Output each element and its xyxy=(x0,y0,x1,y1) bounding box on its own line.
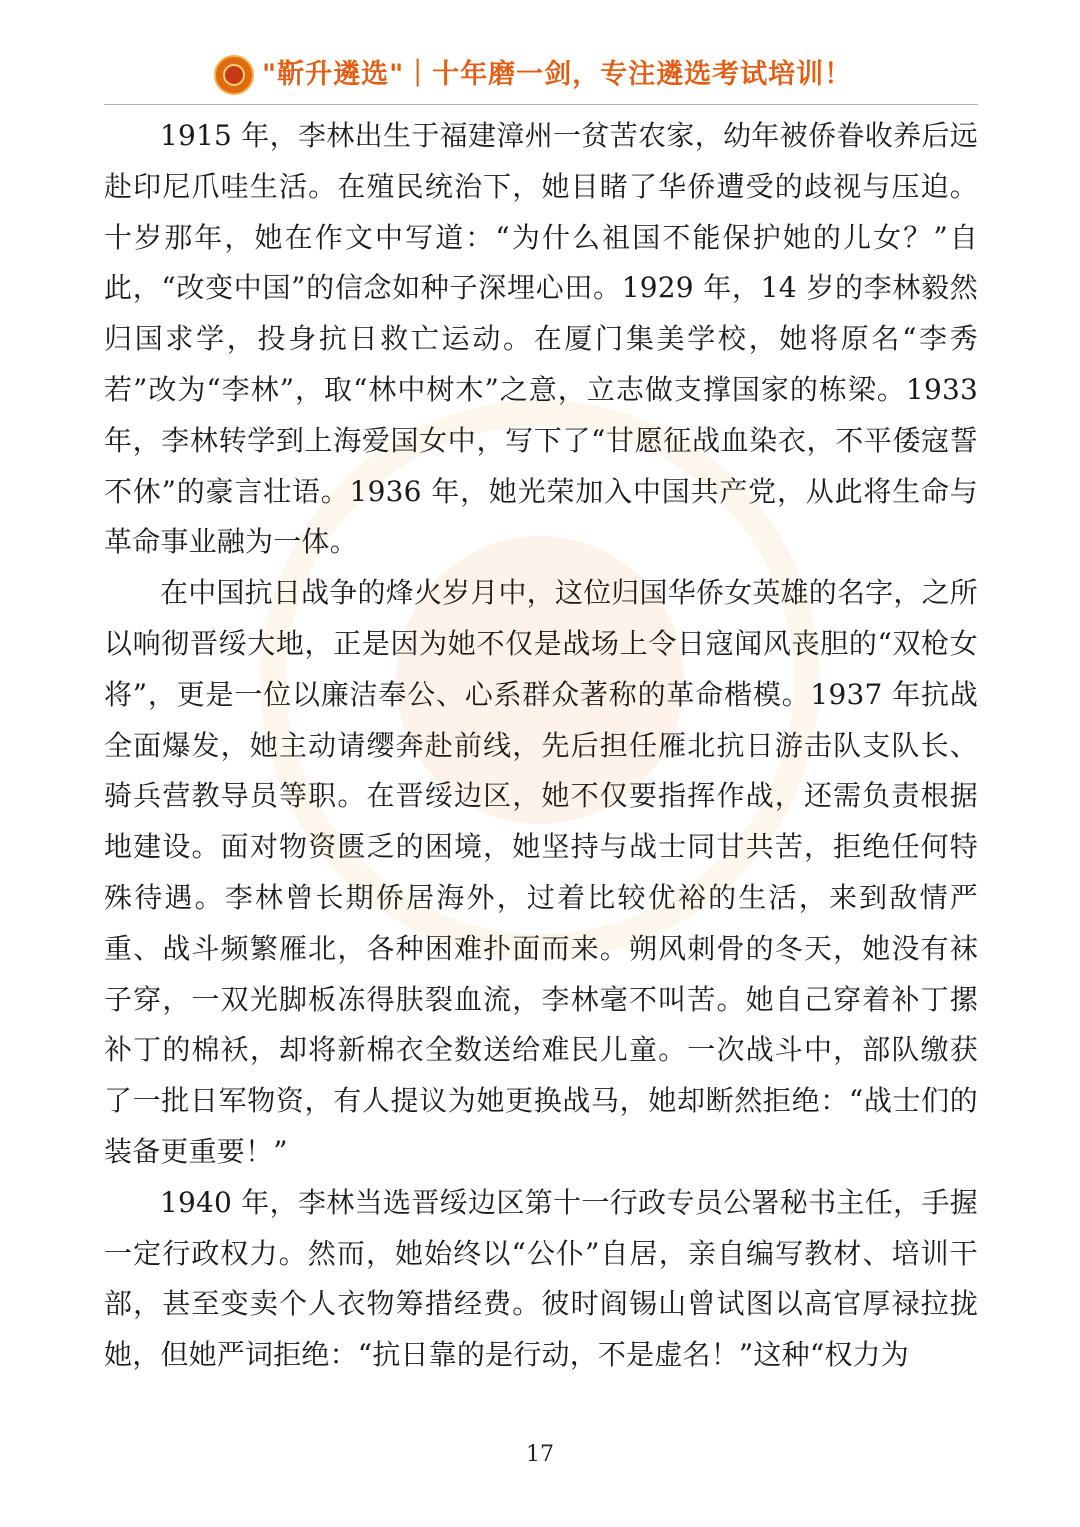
page-header xyxy=(104,48,978,105)
paragraph-3: 1940 年，李林当选晋绥边区第十一行政专员公署秘书主任，手握一定行政权力。然而，她始终以“公仆”自居，亲自编写教材、培训干部，甚至变卖个人衣物筹措经费。彼时阎锡山曾试图以高官厚禄拉拢她，但她严词拒绝：“抗日靠的是行动，不是虚名！”这种“权力为 xyxy=(104,1185,978,1372)
article-body xyxy=(104,111,978,1381)
header-slogan: "靳升遴选"｜十年磨一剑，专注遴选考试培训！ xyxy=(262,59,853,90)
brand-logo-icon xyxy=(214,55,254,95)
paragraph-2: 在中国抗日战争的烽火岁月中，这位归国华侨女英雄的名字，之所以响彻晋绥大地，正是因为她不仅是战场上令日寇闻风丧胆的“双枪女将”，更是一位以廉洁奉公、心系群众著称的革命楷模。1937 年抗战全面爆发，她主动请缨奔赴前线，先后担任雁北抗日游击队支队长、骑兵营教导员等职。在晋绥边区，她不仅要指挥作战，还需负责根据地建设。面对物资匮乏的困境，她坚持与战士同甘共苦，拒绝任何特殊待遇。李林曾长期侨居海外，过着比较优裕的生活，来到敌情严重、战斗频繁雁北，各种困难扑面而来。朔风刺骨的冬天，她没有袜子穿，一双光脚板冻得肤裂血流，李林毫不叫苦。她自己穿着补丁摞补丁的棉袄，却将新棉衣全数送给难民儿童。一次战斗中，部队缴获了一批日军物资，有人提议为她更换战马，她却断然拒绝：“战士们的装备更重要！” xyxy=(104,576,978,1168)
page-number: 17 xyxy=(526,1442,554,1467)
brand-logo-center xyxy=(223,64,245,86)
paragraph-1: 1915 年，李林出生于福建漳州一贫苦农家，幼年被侨眷收养后远赴印尼爪哇生活。在殖民统治下，她目睹了华侨遭受的歧视与压迫。十岁那年，她在作文中写道：“为什么祖国不能保护她的儿女？”自此，“改变中国”的信念如种子深埋心田。1929 年，14 岁的李林毅然归国求学，投身抗日救亡运动。在厦门集美学校，她将原名“李秀若”改为“李林”，取“林中树木”之意，立志做支撑国家的栋梁。1933 年，李林转学到上海爱国女中，写下了“甘愿征战血染衣，不平倭寇誓不休”的豪言壮语。1936 年，她光荣加入中国共产党，从此将生命与革命事业融为一体。 xyxy=(104,119,978,559)
